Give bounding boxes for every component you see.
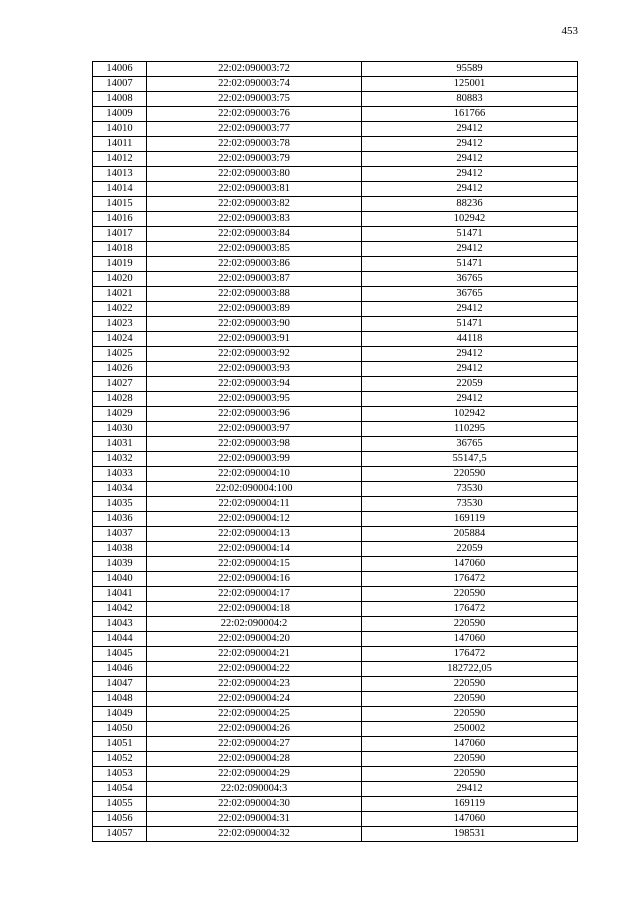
- table-row: [93, 242, 578, 257]
- value-cell: 220590: [362, 677, 578, 692]
- row-number-cell: 14057: [93, 827, 147, 842]
- row-number-cell: 14017: [93, 227, 147, 242]
- row-number-cell: 14044: [93, 632, 147, 647]
- value-cell: 80883: [362, 92, 578, 107]
- table-row: [93, 782, 578, 797]
- cadastral-number-cell: 22:02:090003:84: [147, 227, 362, 242]
- row-number-cell: 14043: [93, 617, 147, 632]
- cadastral-number-cell: 22:02:090004:20: [147, 632, 362, 647]
- row-number-cell: 14019: [93, 257, 147, 272]
- cadastral-number-cell: 22:02:090003:82: [147, 197, 362, 212]
- value-cell: 29412: [362, 782, 578, 797]
- value-cell: 220590: [362, 707, 578, 722]
- cadastral-number-cell: 22:02:090003:98: [147, 437, 362, 452]
- cadastral-number-cell: 22:02:090004:12: [147, 512, 362, 527]
- table-row: [93, 437, 578, 452]
- value-cell: 36765: [362, 437, 578, 452]
- table-row: [93, 152, 578, 167]
- cadastral-number-cell: 22:02:090004:3: [147, 782, 362, 797]
- table-row: [93, 77, 578, 92]
- value-cell: 51471: [362, 257, 578, 272]
- row-number-cell: 14045: [93, 647, 147, 662]
- cadastral-number-cell: 22:02:090003:74: [147, 77, 362, 92]
- cadastral-number-cell: 22:02:090004:27: [147, 737, 362, 752]
- cadastral-number-cell: 22:02:090003:93: [147, 362, 362, 377]
- cadastral-number-cell: 22:02:090003:80: [147, 167, 362, 182]
- table-row: [93, 407, 578, 422]
- cadastral-number-cell: 22:02:090003:78: [147, 137, 362, 152]
- cadastral-number-cell: 22:02:090003:75: [147, 92, 362, 107]
- table-row: [93, 602, 578, 617]
- row-number-cell: 14014: [93, 182, 147, 197]
- row-number-cell: 14042: [93, 602, 147, 617]
- table-row: [93, 167, 578, 182]
- value-cell: 22059: [362, 542, 578, 557]
- cadastral-number-cell: 22:02:090004:10: [147, 467, 362, 482]
- cadastral-number-cell: 22:02:090004:31: [147, 812, 362, 827]
- table-row: [93, 287, 578, 302]
- table-row: [93, 647, 578, 662]
- row-number-cell: 14025: [93, 347, 147, 362]
- cadastral-number-cell: 22:02:090004:100: [147, 482, 362, 497]
- row-number-cell: 14024: [93, 332, 147, 347]
- cadastral-number-cell: 22:02:090003:77: [147, 122, 362, 137]
- row-number-cell: 14031: [93, 437, 147, 452]
- cadastral-number-cell: 22:02:090003:85: [147, 242, 362, 257]
- cadastral-number-cell: 22:02:090004:14: [147, 542, 362, 557]
- value-cell: 88236: [362, 197, 578, 212]
- row-number-cell: 14012: [93, 152, 147, 167]
- row-number-cell: 14036: [93, 512, 147, 527]
- value-cell: 29412: [362, 122, 578, 137]
- cadastral-number-cell: 22:02:090004:22: [147, 662, 362, 677]
- row-number-cell: 14030: [93, 422, 147, 437]
- value-cell: 220590: [362, 587, 578, 602]
- value-cell: 95589: [362, 62, 578, 77]
- row-number-cell: 14051: [93, 737, 147, 752]
- cadastral-number-cell: 22:02:090003:83: [147, 212, 362, 227]
- value-cell: 220590: [362, 692, 578, 707]
- table-row: [93, 392, 578, 407]
- cadastral-number-cell: 22:02:090004:18: [147, 602, 362, 617]
- table-row: [93, 722, 578, 737]
- registry-table-body: [93, 62, 578, 842]
- value-cell: 176472: [362, 647, 578, 662]
- table-row: [93, 797, 578, 812]
- value-cell: 205884: [362, 527, 578, 542]
- row-number-cell: 14029: [93, 407, 147, 422]
- value-cell: 29412: [362, 362, 578, 377]
- cadastral-number-cell: 22:02:090004:26: [147, 722, 362, 737]
- value-cell: 51471: [362, 227, 578, 242]
- table-row: [93, 632, 578, 647]
- value-cell: 176472: [362, 602, 578, 617]
- row-number-cell: 14026: [93, 362, 147, 377]
- row-number-cell: 14056: [93, 812, 147, 827]
- value-cell: 55147,5: [362, 452, 578, 467]
- row-number-cell: 14039: [93, 557, 147, 572]
- value-cell: 250002: [362, 722, 578, 737]
- row-number-cell: 14035: [93, 497, 147, 512]
- row-number-cell: 14023: [93, 317, 147, 332]
- table-row: [93, 347, 578, 362]
- value-cell: 29412: [362, 182, 578, 197]
- row-number-cell: 14010: [93, 122, 147, 137]
- value-cell: 169119: [362, 797, 578, 812]
- row-number-cell: 14022: [93, 302, 147, 317]
- cadastral-number-cell: 22:02:090003:94: [147, 377, 362, 392]
- table-row: [93, 257, 578, 272]
- row-number-cell: 14015: [93, 197, 147, 212]
- table-row: [93, 692, 578, 707]
- table-row: [93, 752, 578, 767]
- cadastral-number-cell: 22:02:090004:30: [147, 797, 362, 812]
- value-cell: 102942: [362, 407, 578, 422]
- table-row: [93, 122, 578, 137]
- value-cell: 110295: [362, 422, 578, 437]
- table-row: [93, 182, 578, 197]
- row-number-cell: 14055: [93, 797, 147, 812]
- cadastral-number-cell: 22:02:090003:99: [147, 452, 362, 467]
- value-cell: 102942: [362, 212, 578, 227]
- value-cell: 176472: [362, 572, 578, 587]
- page-number: 453: [561, 25, 578, 37]
- cadastral-number-cell: 22:02:090003:95: [147, 392, 362, 407]
- row-number-cell: 14006: [93, 62, 147, 77]
- cadastral-number-cell: 22:02:090004:16: [147, 572, 362, 587]
- cadastral-number-cell: 22:02:090003:88: [147, 287, 362, 302]
- row-number-cell: 14007: [93, 77, 147, 92]
- table-row: [93, 377, 578, 392]
- table-row: [93, 212, 578, 227]
- cadastral-number-cell: 22:02:090003:90: [147, 317, 362, 332]
- value-cell: 161766: [362, 107, 578, 122]
- table-row: [93, 557, 578, 572]
- cadastral-number-cell: 22:02:090003:79: [147, 152, 362, 167]
- cadastral-number-cell: 22:02:090004:28: [147, 752, 362, 767]
- row-number-cell: 14037: [93, 527, 147, 542]
- row-number-cell: 14032: [93, 452, 147, 467]
- table-row: [93, 737, 578, 752]
- cadastral-number-cell: 22:02:090004:11: [147, 497, 362, 512]
- row-number-cell: 14034: [93, 482, 147, 497]
- cadastral-number-cell: 22:02:090003:96: [147, 407, 362, 422]
- table-row: [93, 587, 578, 602]
- table-row: [93, 827, 578, 842]
- cadastral-number-cell: 22:02:090003:76: [147, 107, 362, 122]
- row-number-cell: 14013: [93, 167, 147, 182]
- row-number-cell: 14009: [93, 107, 147, 122]
- cadastral-number-cell: 22:02:090004:17: [147, 587, 362, 602]
- value-cell: 182722,05: [362, 662, 578, 677]
- table-row: [93, 572, 578, 587]
- value-cell: 44118: [362, 332, 578, 347]
- value-cell: 29412: [362, 167, 578, 182]
- table-row: [93, 617, 578, 632]
- value-cell: 147060: [362, 812, 578, 827]
- row-number-cell: 14011: [93, 137, 147, 152]
- value-cell: 29412: [362, 137, 578, 152]
- table-row: [93, 302, 578, 317]
- value-cell: 147060: [362, 632, 578, 647]
- table-row: [93, 662, 578, 677]
- row-number-cell: 14040: [93, 572, 147, 587]
- row-number-cell: 14018: [93, 242, 147, 257]
- table-row: [93, 317, 578, 332]
- table-row: [93, 527, 578, 542]
- table-row: [93, 422, 578, 437]
- row-number-cell: 14008: [93, 92, 147, 107]
- value-cell: 22059: [362, 377, 578, 392]
- value-cell: 29412: [362, 152, 578, 167]
- cadastral-number-cell: 22:02:090003:81: [147, 182, 362, 197]
- row-number-cell: 14041: [93, 587, 147, 602]
- table-row: [93, 512, 578, 527]
- cadastral-number-cell: 22:02:090004:2: [147, 617, 362, 632]
- row-number-cell: 14027: [93, 377, 147, 392]
- value-cell: 169119: [362, 512, 578, 527]
- row-number-cell: 14050: [93, 722, 147, 737]
- value-cell: 220590: [362, 617, 578, 632]
- row-number-cell: 14053: [93, 767, 147, 782]
- table-row: [93, 677, 578, 692]
- cadastral-number-cell: 22:02:090004:15: [147, 557, 362, 572]
- table-row: [93, 542, 578, 557]
- row-number-cell: 14048: [93, 692, 147, 707]
- row-number-cell: 14054: [93, 782, 147, 797]
- table-row: [93, 92, 578, 107]
- cadastral-number-cell: 22:02:090003:89: [147, 302, 362, 317]
- cadastral-number-cell: 22:02:090003:91: [147, 332, 362, 347]
- value-cell: 73530: [362, 497, 578, 512]
- row-number-cell: 14049: [93, 707, 147, 722]
- row-number-cell: 14020: [93, 272, 147, 287]
- value-cell: 29412: [362, 347, 578, 362]
- value-cell: 125001: [362, 77, 578, 92]
- value-cell: 36765: [362, 272, 578, 287]
- table-row: [93, 62, 578, 77]
- value-cell: 29412: [362, 242, 578, 257]
- cadastral-number-cell: 22:02:090003:86: [147, 257, 362, 272]
- table-row: [93, 272, 578, 287]
- cadastral-number-cell: 22:02:090004:21: [147, 647, 362, 662]
- table-row: [93, 227, 578, 242]
- table-row: [93, 467, 578, 482]
- cadastral-number-cell: 22:02:090004:24: [147, 692, 362, 707]
- table-row: [93, 707, 578, 722]
- row-number-cell: 14021: [93, 287, 147, 302]
- cadastral-number-cell: 22:02:090004:23: [147, 677, 362, 692]
- cadastral-number-cell: 22:02:090004:32: [147, 827, 362, 842]
- cadastral-number-cell: 22:02:090004:13: [147, 527, 362, 542]
- value-cell: 36765: [362, 287, 578, 302]
- table-row: [93, 767, 578, 782]
- value-cell: 220590: [362, 467, 578, 482]
- value-cell: 73530: [362, 482, 578, 497]
- value-cell: 29412: [362, 392, 578, 407]
- value-cell: 220590: [362, 767, 578, 782]
- row-number-cell: 14047: [93, 677, 147, 692]
- value-cell: 220590: [362, 752, 578, 767]
- row-number-cell: 14052: [93, 752, 147, 767]
- cadastral-number-cell: 22:02:090004:29: [147, 767, 362, 782]
- row-number-cell: 14033: [93, 467, 147, 482]
- table-row: [93, 362, 578, 377]
- row-number-cell: 14028: [93, 392, 147, 407]
- row-number-cell: 14046: [93, 662, 147, 677]
- row-number-cell: 14038: [93, 542, 147, 557]
- row-number-cell: 14016: [93, 212, 147, 227]
- value-cell: 51471: [362, 317, 578, 332]
- value-cell: 29412: [362, 302, 578, 317]
- cadastral-number-cell: 22:02:090003:97: [147, 422, 362, 437]
- cadastral-number-cell: 22:02:090004:25: [147, 707, 362, 722]
- table-row: [93, 332, 578, 347]
- cadastral-number-cell: 22:02:090003:72: [147, 62, 362, 77]
- table-row: [93, 482, 578, 497]
- table-row: [93, 452, 578, 467]
- cadastral-number-cell: 22:02:090003:87: [147, 272, 362, 287]
- table-row: [93, 197, 578, 212]
- table-row: [93, 137, 578, 152]
- table-row: [93, 812, 578, 827]
- value-cell: 198531: [362, 827, 578, 842]
- registry-table: [92, 61, 578, 842]
- table-row: [93, 497, 578, 512]
- table-row: [93, 107, 578, 122]
- value-cell: 147060: [362, 557, 578, 572]
- value-cell: 147060: [362, 737, 578, 752]
- cadastral-number-cell: 22:02:090003:92: [147, 347, 362, 362]
